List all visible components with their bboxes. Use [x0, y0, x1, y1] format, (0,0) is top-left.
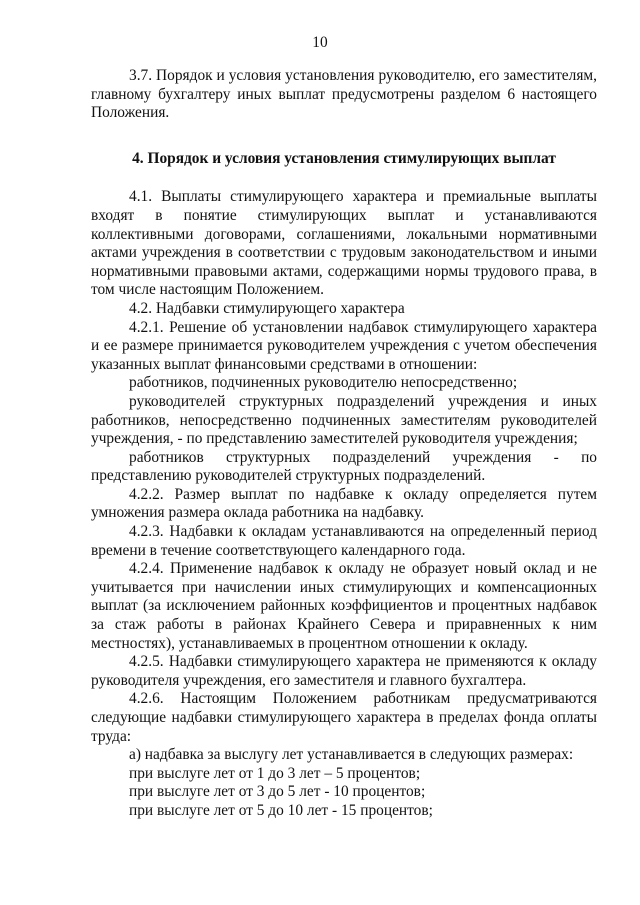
paragraph-4-2-2: 4.2.2. Размер выплат по надбавке к окладу определяется путем умножения размера оклада работника на надбавку. [91, 485, 597, 522]
seniority-1-3: при выслуге лет от 1 до 3 лет – 5 процентов; [129, 764, 421, 782]
list-item-division-workers: работников структурных подразделений учреждения - по представлению руководителей структурных подразделений. [91, 448, 597, 485]
document-body [91, 67, 597, 821]
paragraph-4-2-5: 4.2.5. Надбавки стимулирующего характера не применяются к окладу руководителя учреждения, его заместителя и главного бухгалтера. [91, 653, 597, 689]
list-item-direct-subordinates: работников, подчиненных руководителю непосредственно; [129, 374, 518, 392]
seniority-5-10: при выслуге лет от 5 до 10 лет - 15 процентов; [129, 801, 433, 819]
section-heading: 4. Порядок и условия установления стимулирующих выплат [132, 149, 556, 167]
spacer [91, 168, 597, 188]
paragraph-4-2-4: 4.2.4. Применение надбавок к окладу не образует новый оклад и не учитывается при начислении иных стимулирующих и компенсационных выплат (за исключением районных коэффициентов и процентных надбавок за стаж работы в районах Крайнего Севера и приравненных к ним местностях), устанавливаемых в процентном отношении к окладу. [91, 560, 597, 652]
paragraph-4-2-6: 4.2.6. Настоящим Положением работникам предусматриваются следующие надбавки стимулирующего характера в пределах фонда оплаты труда: [91, 690, 597, 745]
paragraph-3-7: 3.7. Порядок и условия установления руководителю, его заместителям, главному бухгалтеру иных выплат предусмотрены разделом 6 настоящего Положения. [91, 67, 597, 122]
list-item-division-heads: руководителей структурных подразделений учреждения и иных работников, непосредственно подчиненных заместителям руководителей учреждения, - по представлению заместителей руководителя учреждения; [91, 392, 597, 448]
seniority-3-5: при выслуге лет от 3 до 5 лет - 10 процентов; [129, 783, 426, 801]
paragraph-4-2-1: 4.2.1. Решение об установлении надбавок стимулирующего характера и ее размере принимается руководителем учреждения с учетом обеспечения указанных выплат финансовыми средствами в отношении: [91, 318, 597, 373]
paragraph-4-1: 4.1. Выплаты стимулирующего характера и премиальные выплаты входят в понятие стимулирующих выплат и устанавливаются коллективными договорами, соглашениями, локальными нормативными актами учреждения в соответствии с трудовым законодательством и иными нормативными правовыми актами, содержащими нормы трудового права, в том числе настоящим Положением. [91, 188, 597, 299]
spacer [91, 123, 597, 143]
page-number: 10 [312, 34, 328, 51]
paragraph-4-2-3: 4.2.3. Надбавки к окладам устанавливаются на определенный период времени в течение соответствующего календарного года. [91, 523, 597, 559]
paragraph-4-2: 4.2. Надбавки стимулирующего характера [129, 299, 405, 317]
list-item-a-seniority: а) надбавка за выслугу лет устанавливается в следующих размерах: [129, 746, 574, 764]
